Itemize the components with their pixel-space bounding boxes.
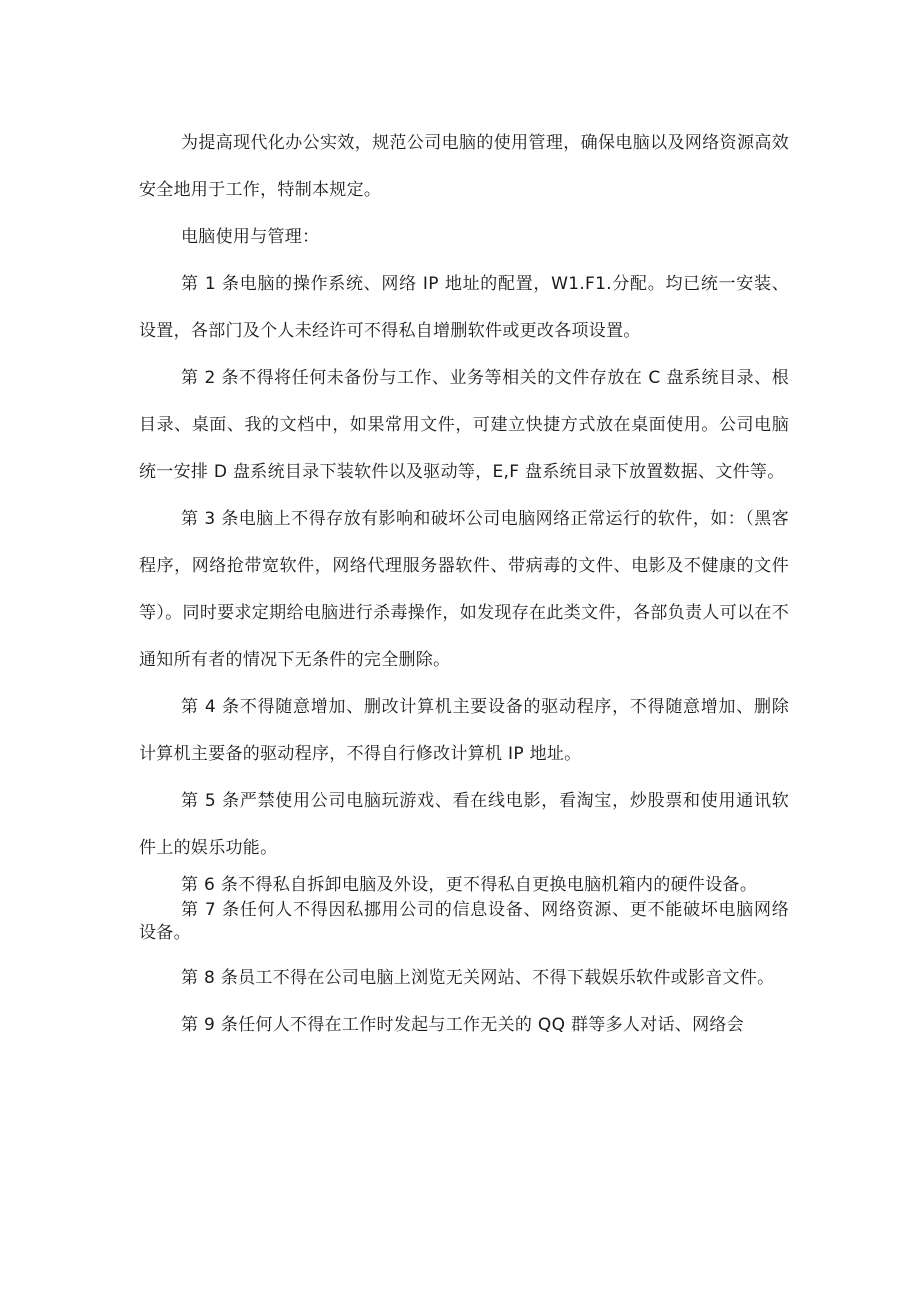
article-1: 第 1 条电脑的操作系统、网络 IP 地址的配置，W1.F1.分配。均已统一安装、设置，各部门及个人未经许可不得私自增删软件或更改各项设置。 [139,274,789,341]
document-body [139,120,789,1049]
article-9: 第 9 条任何人不得在工作时发起与工作无关的 QQ 群等多人对话、网络会 [181,1015,744,1035]
spacer [139,945,789,955]
article-5: 第 5 条严禁使用公司电脑玩游戏、看在线电影，看淘宝，炒股票和使用通讯软件上的娱乐功能。 [139,791,789,858]
article-4: 第 4 条不得随意增加、删改计算机主要设备的驱动程序，不得随意增加、删除计算机主要备的驱动程序，不得自行修改计算机 IP 地址。 [139,697,789,764]
section-heading: 电脑使用与管理： [181,227,320,247]
article-3: 第 3 条电脑上不得存放有影响和破坏公司电脑网络正常运行的软件，如：（黑客程序，网络抢带宽软件，网络代理服务器软件、带病毒的文件、电影及不健康的文件等）。同时要求定期给电脑进行杀毒操作，如发现存在此类文件，各部负责人可以在不通知所有者的情况下无条件的完全删除。 [139,509,789,670]
article-8: 第 8 条员工不得在公司电脑上浏览无关网站、不得下载娱乐软件或影音文件。 [181,968,775,988]
article-2: 第 2 条不得将任何未备份与工作、业务等相关的文件存放在 C 盘系统目录、根目录、桌面、我的文档中，如果常用文件，可建立快捷方式放在桌面使用。公司电脑统一安排 D 盘系统目录下装软件以及驱动等，E,F 盘系统目录下放置数据、文件等。 [139,368,789,482]
intro-paragraph: 为提高现代化办公实效，规范公司电脑的使用管理，确保电脑以及网络资源高效安全地用于工作，特制本规定。 [139,133,789,200]
article-6: 第 6 条不得私自拆卸电脑及外设，更不得私自更换电脑机箱内的硬件设备。 [181,875,758,895]
article-7: 第 7 条任何人不得因私挪用公司的信息设备、网络资源、更不能破坏电脑网络设备。 [139,900,789,943]
